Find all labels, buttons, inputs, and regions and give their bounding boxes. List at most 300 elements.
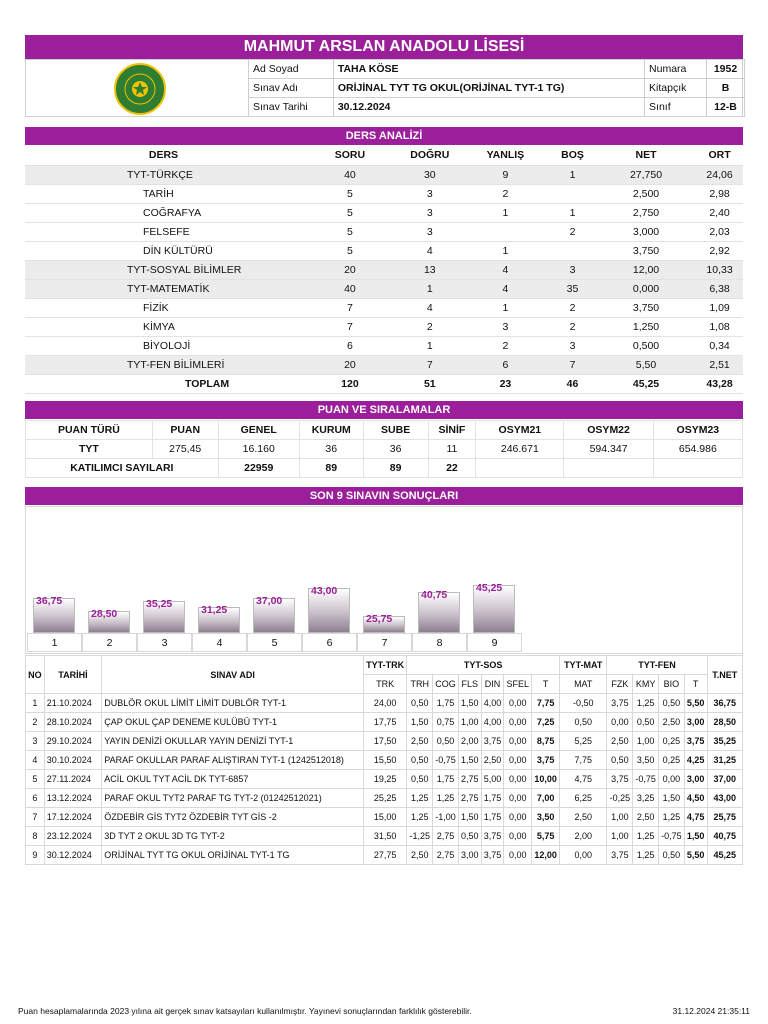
result-cell: 0,50 <box>633 713 659 732</box>
chart-category-label: 5 <box>247 633 302 652</box>
result-cell: 7,75 <box>532 694 560 713</box>
ders-bos: 3 <box>549 260 596 279</box>
result-cell: 4,25 <box>684 751 707 770</box>
result-cell: 15,00 <box>363 808 406 827</box>
result-cell: 0,00 <box>607 713 633 732</box>
ders-bos: 7 <box>549 355 596 374</box>
ders-row <box>25 260 743 279</box>
result-cell: 5,25 <box>560 732 607 751</box>
group-trk: TYT-TRK <box>363 656 406 675</box>
sub-header: FLS <box>458 675 481 694</box>
result-cell: 7 <box>26 808 45 827</box>
col-osym23: OSYM23 <box>653 421 742 440</box>
col-puan: PUAN <box>152 421 218 440</box>
booklet-value: B <box>706 79 744 98</box>
ders-dogru: 3 <box>398 222 462 241</box>
result-cell: -0,75 <box>659 827 685 846</box>
chart-category-label: 9 <box>467 633 522 652</box>
class-value: 12-B <box>706 98 744 117</box>
result-cell: 1,25 <box>633 694 659 713</box>
result-cell: -0,50 <box>560 694 607 713</box>
school-title-band <box>25 35 743 59</box>
ders-name: BİYOLOJİ <box>25 336 302 355</box>
ders-ort: 1,09 <box>696 298 743 317</box>
total-net: 45,25 <box>596 374 696 393</box>
ders-dogru: 1 <box>398 336 462 355</box>
ders-soru: 5 <box>302 184 398 203</box>
result-cell: 27,75 <box>363 846 406 865</box>
result-cell: 3,75 <box>684 732 707 751</box>
result-cell: 7,75 <box>560 751 607 770</box>
ders-yanlis: 1 <box>462 298 549 317</box>
result-cell: 0,00 <box>504 694 532 713</box>
chart-band <box>25 487 743 505</box>
result-cell: 8 <box>26 827 45 846</box>
ders-yanlis: 6 <box>462 355 549 374</box>
result-cell: 0,00 <box>504 751 532 770</box>
col-net: NET <box>596 146 696 165</box>
exam-date: 30.12.2024 <box>333 98 644 117</box>
ders-yanlis: 1 <box>462 203 549 222</box>
result-cell: 0,50 <box>560 713 607 732</box>
sub-header: T <box>684 675 707 694</box>
result-cell: 1,50 <box>458 751 481 770</box>
ders-dogru: 13 <box>398 260 462 279</box>
chart-value-label: 45,25 <box>476 582 503 594</box>
result-row <box>26 827 743 846</box>
result-cell: 6 <box>26 789 45 808</box>
result-cell: 0,00 <box>504 846 532 865</box>
result-cell: 0,50 <box>407 694 433 713</box>
ders-dogru: 1 <box>398 279 462 298</box>
result-cell: 3,75 <box>607 770 633 789</box>
result-cell: 1,50 <box>458 694 481 713</box>
result-cell: 2,75 <box>433 827 459 846</box>
result-cell: 9 <box>26 846 45 865</box>
result-cell: 1,75 <box>481 789 504 808</box>
ders-soru: 5 <box>302 222 398 241</box>
ders-net: 27,750 <box>596 165 696 184</box>
result-cell: 1,50 <box>407 713 433 732</box>
result-cell: 0,50 <box>407 751 433 770</box>
result-cell: ORİJİNAL TYT TG OKUL ORİJİNAL TYT-1 TG <box>102 846 364 865</box>
col-no: NO <box>26 656 45 694</box>
result-cell: 40,75 <box>707 827 742 846</box>
sub-header: BIO <box>659 675 685 694</box>
ders-soru: 40 <box>302 279 398 298</box>
ders-net: 1,250 <box>596 317 696 336</box>
ders-ort: 2,03 <box>696 222 743 241</box>
result-cell: 3,75 <box>481 732 504 751</box>
result-cell: DUBLÖR OKUL LİMİT LİMİT DUBLÖR TYT-1 <box>102 694 364 713</box>
result-cell: 2,00 <box>458 732 481 751</box>
result-cell: 1,50 <box>659 789 685 808</box>
school-title: MAHMUT ARSLAN ANADOLU LİSESİ <box>243 38 525 55</box>
result-cell: 3,50 <box>633 751 659 770</box>
chart-category-label: 3 <box>137 633 192 652</box>
chart-category-label: 1 <box>27 633 82 652</box>
chart-category-label: 6 <box>302 633 357 652</box>
result-cell: 7,00 <box>532 789 560 808</box>
col-ort: ORT <box>696 146 743 165</box>
participants-kurum: 89 <box>299 459 363 478</box>
result-cell: 1,50 <box>458 808 481 827</box>
ders-row <box>25 222 743 241</box>
result-cell: 3,25 <box>633 789 659 808</box>
result-cell: 0,25 <box>659 732 685 751</box>
ders-ort: 2,98 <box>696 184 743 203</box>
booklet-label: Kitapçık <box>645 79 707 98</box>
ders-bos: 35 <box>549 279 596 298</box>
osym21-value: 246.671 <box>476 440 564 459</box>
result-cell: 4,75 <box>684 808 707 827</box>
result-cell: 2,50 <box>407 846 433 865</box>
ders-yanlis: 3 <box>462 317 549 336</box>
result-cell: 1,00 <box>607 827 633 846</box>
ders-name: KİMYA <box>25 317 302 336</box>
result-cell: 1,00 <box>607 808 633 827</box>
result-row <box>26 732 743 751</box>
ders-soru: 20 <box>302 260 398 279</box>
result-cell: 1,25 <box>633 846 659 865</box>
ders-dogru: 4 <box>398 298 462 317</box>
result-cell: -0,25 <box>607 789 633 808</box>
result-cell: 4,50 <box>684 789 707 808</box>
result-row <box>26 713 743 732</box>
student-name: TAHA KÖSE <box>333 60 644 79</box>
result-cell: 30.12.2024 <box>44 846 102 865</box>
result-cell: 3,75 <box>532 751 560 770</box>
result-cell: 0,00 <box>504 827 532 846</box>
rank-sinif: 11 <box>428 440 476 459</box>
result-cell: 1,25 <box>659 808 685 827</box>
results-table <box>25 655 743 865</box>
result-cell: 0,00 <box>504 770 532 789</box>
ders-row <box>25 165 743 184</box>
total-label: TOPLAM <box>25 374 302 393</box>
result-cell: 31,25 <box>707 751 742 770</box>
ders-name: TYT-TÜRKÇE <box>25 165 302 184</box>
ders-row <box>25 241 743 260</box>
student-number: 1952 <box>706 60 744 79</box>
result-cell: 5,50 <box>684 694 707 713</box>
col-yanlis: YANLIŞ <box>462 146 549 165</box>
result-cell: 2,00 <box>560 827 607 846</box>
result-cell: 7,25 <box>532 713 560 732</box>
ders-bos <box>549 184 596 203</box>
chart-value-label: 28,50 <box>91 608 118 620</box>
ders-ort: 1,08 <box>696 317 743 336</box>
result-row <box>26 789 743 808</box>
ders-soru: 40 <box>302 165 398 184</box>
exam-label: Sınav Adı <box>249 79 334 98</box>
result-cell: 2,50 <box>560 808 607 827</box>
sub-header: COG <box>433 675 459 694</box>
chart-value-label: 36,75 <box>36 595 63 607</box>
result-cell: 37,00 <box>707 770 742 789</box>
result-cell: 45,25 <box>707 846 742 865</box>
chart-value-label: 37,00 <box>256 595 283 607</box>
chart-category-label: 8 <box>412 633 467 652</box>
footer-timestamp: 31.12.2024 21:35:11 <box>672 1006 750 1016</box>
ders-ort: 2,40 <box>696 203 743 222</box>
participants-label: KATILIMCI SAYILARI <box>26 459 219 478</box>
sub-header: TRK <box>363 675 406 694</box>
col-ders: DERS <box>25 146 302 165</box>
result-cell: 8,75 <box>532 732 560 751</box>
result-cell: 24,00 <box>363 694 406 713</box>
result-cell: 2 <box>26 713 45 732</box>
ders-row <box>25 184 743 203</box>
chart-value-label: 31,25 <box>201 604 228 616</box>
result-cell: 0,00 <box>504 789 532 808</box>
ders-net: 3,750 <box>596 241 696 260</box>
result-cell: 27.11.2024 <box>44 770 102 789</box>
col-sube: SUBE <box>363 421 428 440</box>
result-cell: 3,75 <box>481 827 504 846</box>
result-cell: 4,00 <box>481 713 504 732</box>
chart-category-label: 2 <box>82 633 137 652</box>
result-cell: -1,25 <box>407 827 433 846</box>
chart-value-label: 43,00 <box>311 585 338 597</box>
total-bos: 46 <box>549 374 596 393</box>
result-cell: 0,50 <box>458 827 481 846</box>
ders-ort: 2,92 <box>696 241 743 260</box>
ders-name: TYT-FEN BİLİMLERİ <box>25 355 302 374</box>
result-cell: 28,50 <box>707 713 742 732</box>
result-cell: 35,25 <box>707 732 742 751</box>
ders-name: COĞRAFYA <box>25 203 302 222</box>
col-bos: BOŞ <box>549 146 596 165</box>
result-cell: 2,75 <box>458 789 481 808</box>
sub-header: KMY <box>633 675 659 694</box>
total-yanlis: 23 <box>462 374 549 393</box>
result-cell: 10,00 <box>532 770 560 789</box>
result-cell: 2,75 <box>458 770 481 789</box>
col-date: TARİHİ <box>44 656 102 694</box>
result-cell: PARAF OKUL TYT2 PARAF TG TYT-2 (01242512021) <box>102 789 364 808</box>
chart-value-label: 25,75 <box>366 613 393 625</box>
ders-dogru: 7 <box>398 355 462 374</box>
result-cell: 17,75 <box>363 713 406 732</box>
sub-header: TRH <box>407 675 433 694</box>
result-cell: 1,25 <box>433 789 459 808</box>
ders-total-row <box>25 374 743 393</box>
group-mat: TYT-MAT <box>560 656 607 675</box>
result-cell: 0,25 <box>659 751 685 770</box>
result-cell: 0,50 <box>607 751 633 770</box>
result-cell: 1,25 <box>407 789 433 808</box>
ders-dogru: 4 <box>398 241 462 260</box>
ders-row <box>25 355 743 374</box>
col-sinif: SİNİF <box>428 421 476 440</box>
rank-kurum: 36 <box>299 440 363 459</box>
ders-net: 3,000 <box>596 222 696 241</box>
ders-bos: 3 <box>549 336 596 355</box>
puan-band <box>25 401 743 419</box>
result-cell: 29.10.2024 <box>44 732 102 751</box>
ders-yanlis: 2 <box>462 184 549 203</box>
ders-row <box>25 203 743 222</box>
ders-soru: 20 <box>302 355 398 374</box>
osym23-value: 654.986 <box>653 440 742 459</box>
ders-net: 0,500 <box>596 336 696 355</box>
osym22-value: 594.347 <box>564 440 653 459</box>
result-cell: 12,00 <box>532 846 560 865</box>
result-cell: 43,00 <box>707 789 742 808</box>
result-cell: 15,50 <box>363 751 406 770</box>
result-cell: 0,00 <box>504 808 532 827</box>
result-cell: 6,25 <box>560 789 607 808</box>
result-cell: 0,00 <box>504 713 532 732</box>
group-sos: TYT-SOS <box>407 656 560 675</box>
number-label: Numara <box>645 60 707 79</box>
result-row <box>26 694 743 713</box>
result-cell: 4,00 <box>481 694 504 713</box>
result-cell: 1,00 <box>458 713 481 732</box>
chart-title: SON 9 SINAVIN SONUÇLARI <box>309 490 459 502</box>
result-cell: 5 <box>26 770 45 789</box>
ders-table <box>25 146 743 394</box>
result-cell: 1,25 <box>407 808 433 827</box>
ders-row <box>25 317 743 336</box>
chart-value-label: 40,75 <box>421 589 448 601</box>
result-cell: ACİL OKUL TYT ACİL DK TYT-6857 <box>102 770 364 789</box>
ders-net: 2,500 <box>596 184 696 203</box>
name-label: Ad Soyad <box>249 60 334 79</box>
ders-row <box>25 298 743 317</box>
result-cell: 4,75 <box>560 770 607 789</box>
total-soru: 120 <box>302 374 398 393</box>
result-cell: 36,75 <box>707 694 742 713</box>
ders-name: DİN KÜLTÜRÜ <box>25 241 302 260</box>
school-logo <box>114 63 166 115</box>
ders-name: TARİH <box>25 184 302 203</box>
chart-category-label: 4 <box>192 633 247 652</box>
ders-ort: 2,51 <box>696 355 743 374</box>
result-cell: 1,75 <box>433 694 459 713</box>
result-cell: 0,00 <box>659 770 685 789</box>
ders-bos: 2 <box>549 317 596 336</box>
result-cell: 1,25 <box>633 827 659 846</box>
total-ort: 43,28 <box>696 374 743 393</box>
result-cell: 23.12.2024 <box>44 827 102 846</box>
school-logo-icon <box>116 65 164 113</box>
result-row <box>26 751 743 770</box>
result-cell: 5,50 <box>684 846 707 865</box>
result-cell: 1,75 <box>481 808 504 827</box>
result-cell: 17.12.2024 <box>44 808 102 827</box>
sub-header: MAT <box>560 675 607 694</box>
result-cell: 4 <box>26 751 45 770</box>
result-cell: ÖZDEBİR GİS TYT2 ÖZDEBİR TYT GİS -2 <box>102 808 364 827</box>
rank-sube: 36 <box>363 440 428 459</box>
result-cell: 1,50 <box>684 827 707 846</box>
col-genel: GENEL <box>218 421 299 440</box>
result-row <box>26 846 743 865</box>
result-cell: 3,00 <box>684 770 707 789</box>
ders-bos: 2 <box>549 298 596 317</box>
footer-note: Puan hesaplamalarında 2023 yılına ait gerçek sınav katsayıları kullanılmıştır. Yayınevi sonuçlarından farklılık gösterebilir. <box>18 1006 472 1016</box>
result-cell: 3,50 <box>532 808 560 827</box>
col-soru: SORU <box>302 146 398 165</box>
student-info <box>25 59 743 117</box>
sub-header: T <box>532 675 560 694</box>
result-cell: 5,00 <box>481 770 504 789</box>
result-cell: 3,00 <box>684 713 707 732</box>
result-cell: 0,50 <box>659 846 685 865</box>
result-cell: 1,00 <box>633 732 659 751</box>
ders-net: 5,50 <box>596 355 696 374</box>
ders-net: 12,00 <box>596 260 696 279</box>
puan-title: PUAN VE SIRALAMALAR <box>317 404 451 416</box>
ders-net: 0,000 <box>596 279 696 298</box>
result-cell: 3D TYT 2 OKUL 3D TG TYT-2 <box>102 827 364 846</box>
result-cell: 3,75 <box>481 846 504 865</box>
ders-ort: 24,06 <box>696 165 743 184</box>
result-cell: ÇAP OKUL ÇAP DENEME KULÜBÜ TYT-1 <box>102 713 364 732</box>
ders-name: FİZİK <box>25 298 302 317</box>
result-cell: 2,50 <box>607 732 633 751</box>
result-cell: 2,50 <box>407 732 433 751</box>
participants-genel: 22959 <box>218 459 299 478</box>
ders-dogru: 30 <box>398 165 462 184</box>
result-cell: 3,75 <box>607 846 633 865</box>
result-cell: 17,50 <box>363 732 406 751</box>
ders-ort: 10,33 <box>696 260 743 279</box>
ders-bos: 1 <box>549 165 596 184</box>
ders-net: 3,750 <box>596 298 696 317</box>
col-kurum: KURUM <box>299 421 363 440</box>
result-cell: 3,00 <box>458 846 481 865</box>
participants-sinif: 22 <box>428 459 476 478</box>
date-label: Sınav Tarihi <box>249 98 334 117</box>
class-label: Sınıf <box>645 98 707 117</box>
ders-name: TYT-SOSYAL BİLİMLER <box>25 260 302 279</box>
ders-yanlis: 4 <box>462 279 549 298</box>
result-cell: 3,75 <box>607 694 633 713</box>
ders-soru: 5 <box>302 203 398 222</box>
result-cell: 0,50 <box>433 732 459 751</box>
ders-band <box>25 127 743 145</box>
ders-ort: 6,38 <box>696 279 743 298</box>
result-cell: YAYIN DENİZİ OKULLAR YAYIN DENİZİ TYT-1 <box>102 732 364 751</box>
sub-header: FZK <box>607 675 633 694</box>
result-cell: -0,75 <box>433 751 459 770</box>
col-dogru: DOĞRU <box>398 146 462 165</box>
result-cell: 0,00 <box>560 846 607 865</box>
group-fen: TYT-FEN <box>607 656 707 675</box>
ders-soru: 6 <box>302 336 398 355</box>
chart-value-label: 35,25 <box>146 598 173 610</box>
ders-soru: 7 <box>302 298 398 317</box>
ders-title: DERS ANALİZİ <box>345 130 423 142</box>
ders-dogru: 3 <box>398 184 462 203</box>
ders-yanlis: 2 <box>462 336 549 355</box>
result-row <box>26 770 743 789</box>
result-cell: 28.10.2024 <box>44 713 102 732</box>
result-cell: 25,75 <box>707 808 742 827</box>
result-cell: 0,50 <box>407 770 433 789</box>
ders-name: TYT-MATEMATİK <box>25 279 302 298</box>
ders-bos: 2 <box>549 222 596 241</box>
ders-yanlis <box>462 222 549 241</box>
ders-yanlis: 1 <box>462 241 549 260</box>
result-cell: 30.10.2024 <box>44 751 102 770</box>
result-cell: 2,75 <box>433 846 459 865</box>
result-cell: 25,25 <box>363 789 406 808</box>
result-cell: 0,00 <box>504 732 532 751</box>
